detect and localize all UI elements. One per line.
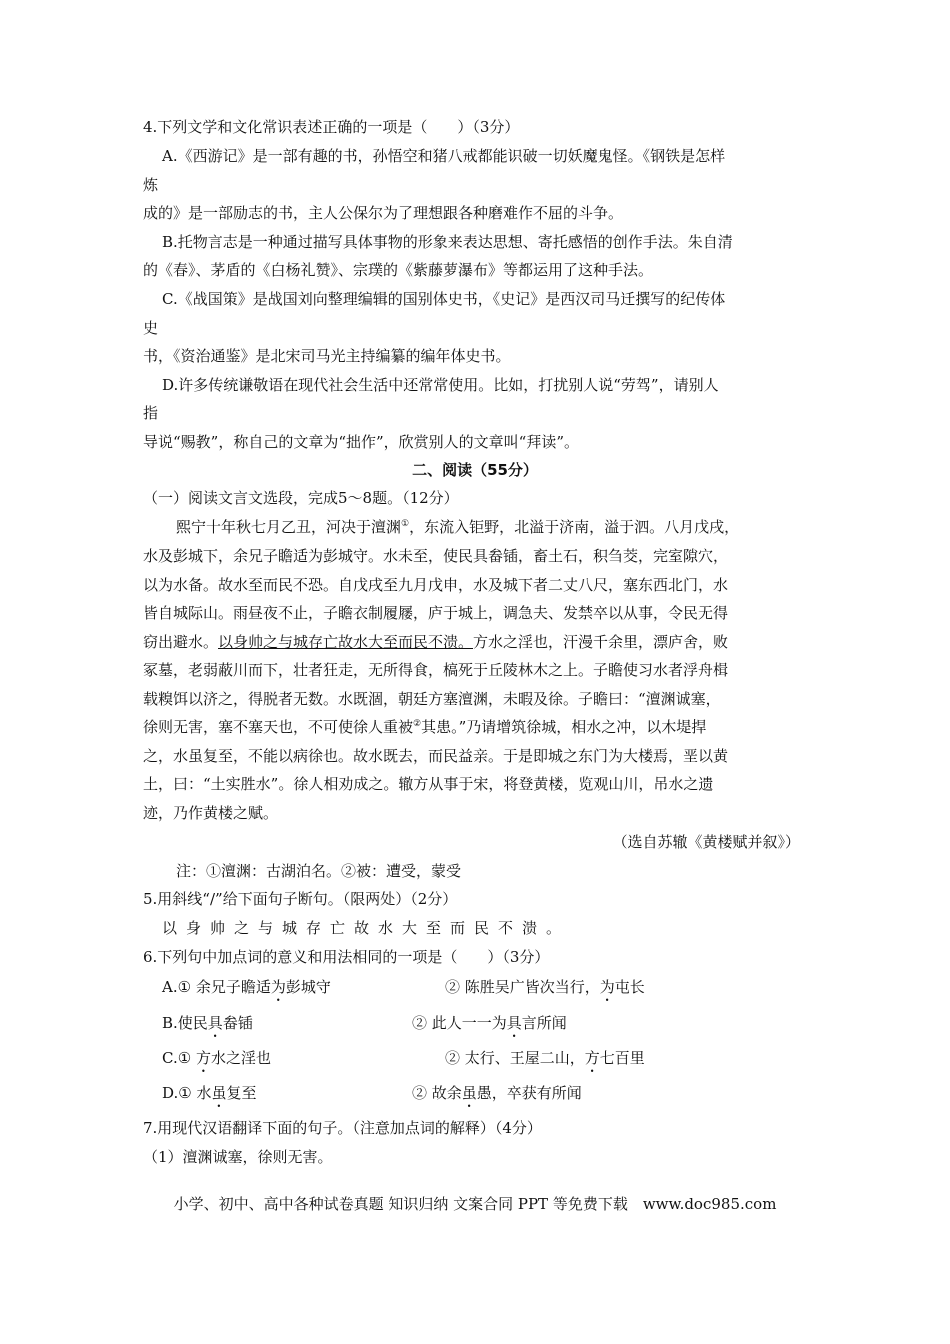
q6-option-c-right xyxy=(445,1048,645,1076)
dotted-word: 为 xyxy=(270,978,286,996)
dotted-word: 具 xyxy=(506,1014,522,1032)
option-text: 复至 xyxy=(226,1084,257,1102)
option-text: 愚，卒获有所闻 xyxy=(476,1084,582,1102)
option-text: 屯长 xyxy=(614,978,645,996)
q6-option-a-left xyxy=(162,977,331,1005)
passage-text: 徐则无害，塞不塞天也，不可使徐人重被 xyxy=(143,718,414,736)
option-text: C.① xyxy=(162,1049,196,1067)
q4-stem: 4.下列文学和文化常识表述正确的一项是（ ）（3分） xyxy=(143,118,520,136)
q4-option-a-line1: A.《西游记》是一部有趣的书，孙悟空和猪八戒都能识破一切妖魔鬼怪。《钢铁是怎样 xyxy=(162,147,726,165)
footer-promo: 小学、初中、高中各种试卷真题 知识归纳 文案合同 PPT 等免费下载 www.doc985.com xyxy=(173,1195,777,1213)
passage-line: 水及彭城下，余兄子瞻适为彭城守。水未至，使民具畚锸，畜土石，积刍茭，完室隙穴， xyxy=(143,547,729,565)
q6-option-b-right xyxy=(412,1013,567,1041)
option-text: B.使民 xyxy=(162,1014,208,1032)
q4-option-d-line3: 导说“赐教”，称自己的文章为“拙作”，欣赏别人的文章叫“拜读”。 xyxy=(143,433,580,451)
passage-line: 以为水备。故水至而民不恐。自戊戌至九月戊申，水及城下者二丈八尺，塞东西北门，水 xyxy=(143,576,729,594)
q6-option-d-left xyxy=(162,1083,257,1111)
passage-text: 熙宁十年秋七月乙丑，河决于澶渊 xyxy=(176,518,402,536)
passage-text: 方水之淫也，汗漫千余里，漂庐舍，败 xyxy=(473,633,729,651)
q4-option-a-line2: 炼 xyxy=(143,176,159,194)
passage-source: （选自苏辙《黄楼赋并叙》） xyxy=(612,833,800,851)
option-text: ② 故余 xyxy=(412,1084,462,1102)
q7-stem: 7.用现代汉语翻译下面的句子。（注意加点词的解释）（4分） xyxy=(143,1119,542,1137)
option-text: 水之淫也 xyxy=(210,1049,271,1067)
q4-option-b-line1: B.托物言志是一种通过描写具体事物的形象来表达思想、寄托感悟的创作手法。朱自清 xyxy=(162,233,733,251)
q6-option-c-left xyxy=(162,1048,271,1076)
footnote-marker: ① xyxy=(401,519,410,529)
passage-text: 窃出避水。 xyxy=(143,633,219,651)
option-text: 畚锸 xyxy=(222,1014,253,1032)
passage-line: 土，曰：“土实胜水”。徐人相劝成之。辙方从事于宋，将登黄楼，览观山川，吊水之遗 xyxy=(143,775,714,793)
passage-line xyxy=(143,632,728,652)
passage-line: 之，水虽复至，不能以病徐也。故水既去，而民益亲。于是即城之东门为大楼焉，垩以黄 xyxy=(143,747,729,765)
option-text: ② 陈胜吴广皆次当行， xyxy=(445,978,600,996)
q4-option-c-line2: 史 xyxy=(143,319,159,337)
option-text: ② 此人一一为 xyxy=(412,1014,507,1032)
q4-option-b-line2: 的《春》、茅盾的《白杨礼赞》、宗璞的《紫藤萝瀑布》等都运用了这种手法。 xyxy=(143,261,654,279)
section-title: 二、阅读（55分） xyxy=(412,461,538,479)
q4-option-c-line1: C.《战国策》是战国刘向整理编辑的国别体史书，《史记》是西汉司马迁撰写的纪传体 xyxy=(162,290,726,308)
passage-line: 迹，乃作黄楼之赋。 xyxy=(143,804,279,822)
passage-text: 其患。”乃请增筑徐城，相水之冲，以木堤捍 xyxy=(421,718,707,736)
q6-option-b-left xyxy=(162,1013,253,1041)
q7-sentence-1: （1）澶渊诚塞，徐则无害。 xyxy=(143,1148,333,1166)
q6-option-a-right xyxy=(445,977,645,1005)
passage-line: 皆自城际山。雨昼夜不止，子瞻衣制履屦，庐于城上，调急夫、发禁卒以从事，令民无得 xyxy=(143,604,729,622)
underlined-sentence: 以身帅之与城存亡故水大至而民不溃。 xyxy=(218,633,474,651)
passage-line: 冢墓，老弱蔽川而下，壮者狂走，无所得食，槁死于丘陵林木之上。子瞻使习水者浮舟楫 xyxy=(143,661,729,679)
passage-notes: 注：①澶渊：古湖泊名。②被：遭受，蒙受 xyxy=(176,862,462,880)
dotted-word: 方 xyxy=(195,1049,211,1067)
part1-instruction: （一）阅读文言文选段，完成5～8题。（12分） xyxy=(143,489,459,507)
q5-sentence xyxy=(162,918,570,938)
passage-line: 载糗饵以济之，得脱者无数。水既涸，朝廷方塞澶渊，未暇及徐。子瞻曰：“澶渊诚塞， xyxy=(143,690,721,708)
option-text: 彭城守 xyxy=(285,978,331,996)
q4-option-d-line2: 指 xyxy=(143,404,159,422)
dotted-word: 为 xyxy=(599,978,615,996)
option-text: ② 太行、王屋二山， xyxy=(445,1049,585,1067)
q4-option-c-line3: 书，《资治通鉴》是北宋司马光主持编纂的编年体史书。 xyxy=(143,347,511,365)
q4-option-d-line1: D.许多传统谦敬语在现代社会生活中还常常使用。比如，打扰别人说“劳驾”，请别人 xyxy=(162,376,719,394)
q5-stem: 5.用斜线“/”给下面句子断句。（限两处）（2分） xyxy=(143,890,458,908)
footnote-marker: ② xyxy=(413,719,422,729)
option-text: D.① 水 xyxy=(162,1084,212,1102)
passage-text: ，东流入钜野，北溢于济南，溢于泗。八月戊戌， xyxy=(409,518,740,536)
dotted-word: 虽 xyxy=(211,1084,227,1102)
passage-line xyxy=(143,717,706,737)
dotted-word: 虽 xyxy=(461,1084,477,1102)
q5-sentence-text: 以身帅之与城存亡故水大至而民不溃。 xyxy=(162,919,571,937)
dotted-word: 具 xyxy=(207,1014,223,1032)
passage-line xyxy=(176,517,739,537)
option-text: 七百里 xyxy=(599,1049,645,1067)
q6-stem: 6.下列句中加点词的意义和用法相同的一项是（ ）（3分） xyxy=(143,948,550,966)
q6-option-d-right xyxy=(412,1083,582,1111)
dotted-word: 方 xyxy=(584,1049,600,1067)
option-text: 言所闻 xyxy=(521,1014,567,1032)
option-text: A.① 余兄子瞻适 xyxy=(162,978,271,996)
q4-option-a-line3: 成的》是一部励志的书，主人公保尔为了理想跟各种磨难作不屈的斗争。 xyxy=(143,204,624,222)
